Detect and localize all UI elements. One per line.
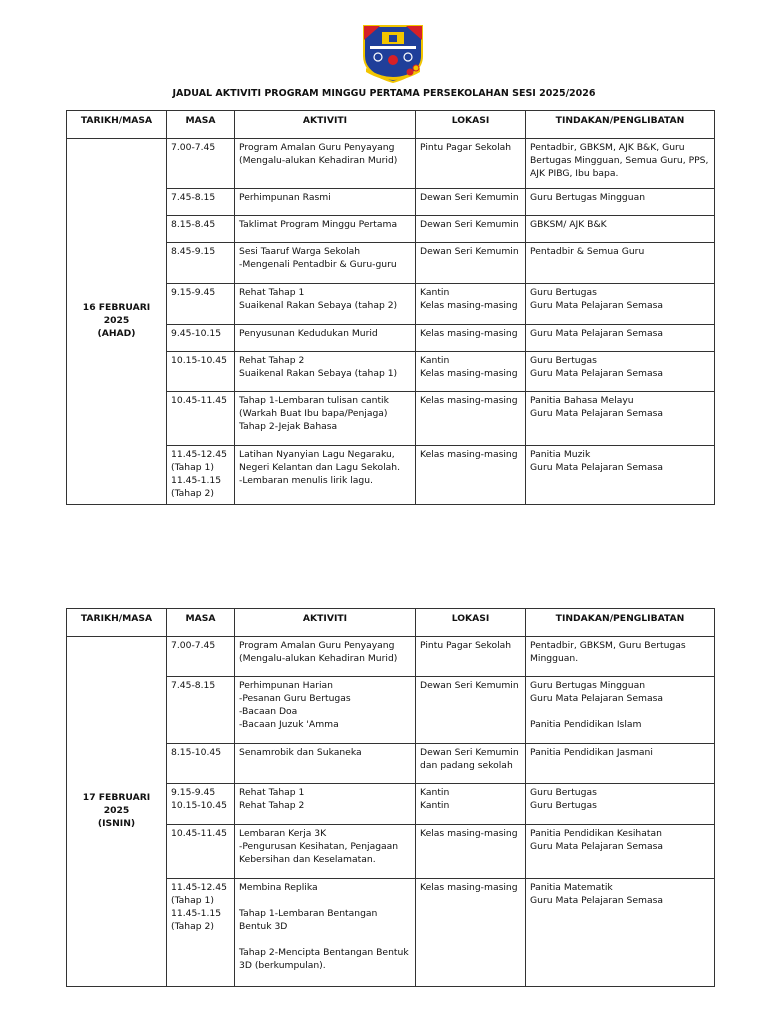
lokasi-cell: Dewan Seri Kemumin <box>416 216 526 243</box>
header-aktiviti: AKTIVITI <box>235 609 416 637</box>
header-row <box>67 111 715 139</box>
masa-cell: 11.45-12.45 (Tahap 1) 11.45-1.15 (Tahap 2) <box>167 879 235 987</box>
tindakan-cell: Panitia Matematik Guru Mata Pelajaran Semasa <box>526 879 715 987</box>
masa-cell: 10.45-11.45 <box>167 825 235 879</box>
lokasi-cell: Dewan Seri Kemumin <box>416 677 526 744</box>
tindakan-cell: Guru Bertugas Guru Bertugas <box>526 784 715 825</box>
lokasi-cell: Kelas masing-masing <box>416 325 526 352</box>
tindakan-cell: Panitia Pendidikan Kesihatan Guru Mata Pelajaran Semasa <box>526 825 715 879</box>
aktiviti-cell: Rehat Tahap 1 Suaikenal Rakan Sebaya (tahap 2) <box>235 284 416 325</box>
aktiviti-cell: Taklimat Program Minggu Pertama <box>235 216 416 243</box>
table-row <box>67 139 715 189</box>
masa-cell: 10.15-10.45 <box>167 352 235 392</box>
lokasi-cell: Dewan Seri Kemumin <box>416 243 526 284</box>
aktiviti-cell: Penyusunan Kedudukan Murid <box>235 325 416 352</box>
lokasi-cell: Kelas masing-masing <box>416 446 526 505</box>
masa-cell: 7.45-8.15 <box>167 677 235 744</box>
tindakan-cell: Panitia Muzik Guru Mata Pelajaran Semasa <box>526 446 715 505</box>
header-lokasi: LOKASI <box>416 609 526 637</box>
schedule-table-day1 <box>66 110 715 505</box>
header-aktiviti: AKTIVITI <box>235 111 416 139</box>
lokasi-cell: Kelas masing-masing <box>416 825 526 879</box>
masa-cell: 8.15-8.45 <box>167 216 235 243</box>
header-tindakan: TINDAKAN/PENGLIBATAN <box>526 111 715 139</box>
header-lokasi: LOKASI <box>416 111 526 139</box>
header-masa: MASA <box>167 609 235 637</box>
tindakan-cell: GBKSM/ AJK B&K <box>526 216 715 243</box>
aktiviti-cell: Sesi Taaruf Warga Sekolah -Mengenali Pentadbir & Guru-guru <box>235 243 416 284</box>
aktiviti-cell: Perhimpunan Rasmi <box>235 189 416 216</box>
tindakan-cell: Pentadbir & Semua Guru <box>526 243 715 284</box>
aktiviti-cell: Perhimpunan Harian -Pesanan Guru Bertugas -Bacaan Doa -Bacaan Juzuk 'Amma <box>235 677 416 744</box>
masa-cell: 8.45-9.15 <box>167 243 235 284</box>
lokasi-cell: Kantin Kelas masing-masing <box>416 284 526 325</box>
header-row <box>67 609 715 637</box>
aktiviti-cell: Program Amalan Guru Penyayang (Mengalu-alukan Kehadiran Murid) <box>235 139 416 189</box>
tindakan-cell: Pentadbir, GBKSM, AJK B&K, Guru Bertugas Mingguan, Semua Guru, PPS, AJK PIBG, Ibu bapa. <box>526 139 715 189</box>
lokasi-cell: Kelas masing-masing <box>416 392 526 446</box>
masa-cell: 7.00-7.45 <box>167 637 235 677</box>
aktiviti-cell: Program Amalan Guru Penyayang (Mengalu-alukan Kehadiran Murid) <box>235 637 416 677</box>
lokasi-cell: Pintu Pagar Sekolah <box>416 139 526 189</box>
lokasi-cell: Dewan Seri Kemumin <box>416 189 526 216</box>
tindakan-cell: Guru Bertugas Guru Mata Pelajaran Semasa <box>526 352 715 392</box>
aktiviti-cell: Rehat Tahap 2 Suaikenal Rakan Sebaya (tahap 1) <box>235 352 416 392</box>
tindakan-cell: Pentadbir, GBKSM, Guru Bertugas Mingguan. <box>526 637 715 677</box>
masa-cell: 10.45-11.45 <box>167 392 235 446</box>
date-cell: 17 FEBRUARI 2025 (ISNIN) <box>67 637 167 987</box>
masa-cell: 9.15-9.45 10.15-10.45 <box>167 784 235 825</box>
schedule-table-day2 <box>66 608 715 987</box>
tindakan-cell: Guru Mata Pelajaran Semasa <box>526 325 715 352</box>
tindakan-cell: Panitia Pendidikan Jasmani <box>526 744 715 784</box>
school-logo <box>360 22 426 84</box>
lokasi-cell: Kelas masing-masing <box>416 879 526 987</box>
masa-cell: 9.15-9.45 <box>167 284 235 325</box>
tindakan-cell: Guru Bertugas Mingguan Guru Mata Pelajaran Semasa Panitia Pendidikan Islam <box>526 677 715 744</box>
document-title: JADUAL AKTIVITI PROGRAM MINGGU PERTAMA PERSEKOLAHAN SESI 2025/2026 <box>172 88 596 99</box>
aktiviti-cell: Tahap 1-Lembaran tulisan cantik (Warkah Buat Ibu bapa/Penjaga) Tahap 2-Jejak Bahasa <box>235 392 416 446</box>
header-tarikh: TARIKH/MASA <box>67 609 167 637</box>
table-row <box>67 637 715 677</box>
aktiviti-cell: Lembaran Kerja 3K -Pengurusan Kesihatan, Penjagaan Kebersihan dan Keselamatan. <box>235 825 416 879</box>
lokasi-cell: Dewan Seri Kemumin dan padang sekolah <box>416 744 526 784</box>
lokasi-cell: Pintu Pagar Sekolah <box>416 637 526 677</box>
lokasi-cell: Kantin Kelas masing-masing <box>416 352 526 392</box>
masa-cell: 9.45-10.15 <box>167 325 235 352</box>
tindakan-cell: Guru Bertugas Guru Mata Pelajaran Semasa <box>526 284 715 325</box>
masa-cell: 11.45-12.45 (Tahap 1) 11.45-1.15 (Tahap 2) <box>167 446 235 505</box>
tindakan-cell: Guru Bertugas Mingguan <box>526 189 715 216</box>
header-tarikh: TARIKH/MASA <box>67 111 167 139</box>
aktiviti-cell: Senamrobik dan Sukaneka <box>235 744 416 784</box>
masa-cell: 7.00-7.45 <box>167 139 235 189</box>
header-masa: MASA <box>167 111 235 139</box>
masa-cell: 8.15-10.45 <box>167 744 235 784</box>
date-cell: 16 FEBRUARI 2025 (AHAD) <box>67 139 167 505</box>
aktiviti-cell: Membina Replika Tahap 1-Lembaran Bentangan Bentuk 3D Tahap 2-Mencipta Bentangan Bentuk 3D (berkumpulan). <box>235 879 416 987</box>
tindakan-cell: Panitia Bahasa Melayu Guru Mata Pelajaran Semasa <box>526 392 715 446</box>
header-tindakan: TINDAKAN/PENGLIBATAN <box>526 609 715 637</box>
aktiviti-cell: Latihan Nyanyian Lagu Negaraku, Negeri Kelantan dan Lagu Sekolah. -Lembaran menulis lirik lagu. <box>235 446 416 505</box>
masa-cell: 7.45-8.15 <box>167 189 235 216</box>
aktiviti-cell: Rehat Tahap 1 Rehat Tahap 2 <box>235 784 416 825</box>
lokasi-cell: Kantin Kantin <box>416 784 526 825</box>
